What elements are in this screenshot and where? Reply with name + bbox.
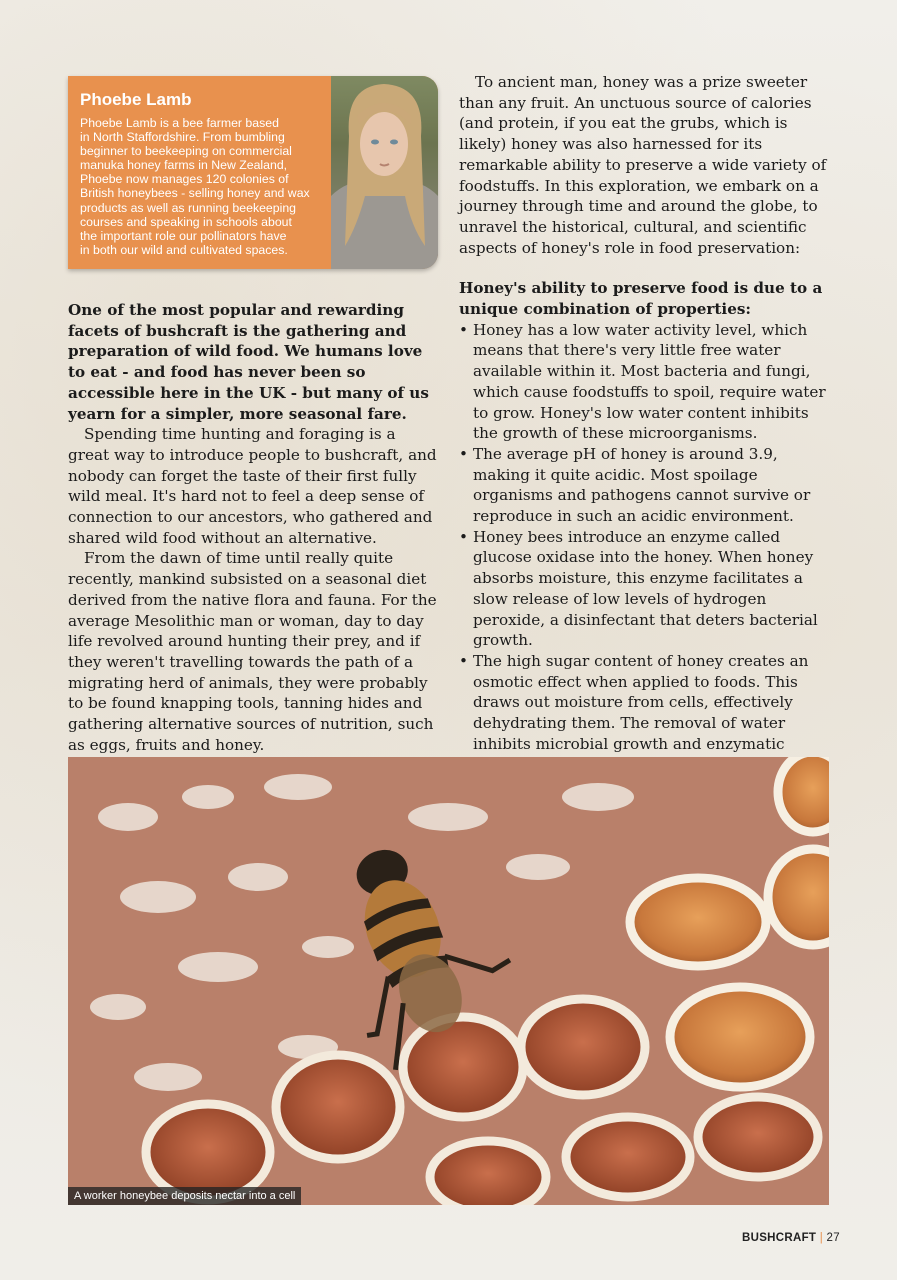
author-portrait	[331, 76, 438, 269]
author-bio	[80, 116, 332, 257]
lead-paragraph: One of the most popular and rewarding facets of bushcraft is the gathering and preparation of wild food. We humans love to eat - and food has never been so accessible here in the UK - but many of us yearn for a simpler, more seasonal fare.	[68, 301, 429, 423]
page-footer	[742, 1232, 840, 1244]
author-box	[68, 76, 438, 269]
author-portrait-illustration	[331, 76, 438, 269]
magazine-name: BUSHCRAFT	[742, 1232, 817, 1244]
author-bio-line: British honeybees - selling honey and wax	[80, 186, 310, 201]
author-bio-line: courses and speaking in schools about	[80, 214, 292, 229]
author-name: Phoebe Lamb	[80, 90, 192, 109]
list-item: • Honey bees introduce an enzyme called glucose oxidase into the honey. When honey absorbs moisture, this enzyme facilitates a slow release of low levels of hydrogen peroxide, a disinfectant that deters bacterial growth.	[459, 527, 831, 651]
body-paragraph: From the dawn of time until really quite recently, mankind subsisted on a seasonal diet derived from the native flora and fauna. For the average Mesolithic man or woman, day to day life revolved around hunting their prey, and if they weren't travelling towards the path of a migrating herd of animals, they were probably to be found knapping tools, tanning hides and gathering alternative sources of nutrition, such as eggs, fruits and honey.	[68, 549, 437, 754]
properties-list	[459, 320, 831, 775]
body-paragraph: Spending time hunting and foraging is a great way to introduce people to bushcraft, and nobody can forget the taste of their first fully wild meal. It's hard not to feel a deep sense of connection to our ancestors, who gathered and shared wild food without an alternative.	[68, 425, 437, 547]
author-bio-line: products as well as running beekeeping	[80, 200, 297, 215]
right-column	[459, 72, 831, 775]
list-item: • The high sugar content of honey creates an osmotic effect when applied to foods. This draws out moisture from cells, effectively dehydrating them. The removal of water inhibits microbial growth and enzymatic	[459, 651, 831, 775]
author-bio-line: the important role our pollinators have	[80, 228, 287, 243]
author-bio-line: in North Staffordshire. From bumbling	[80, 130, 285, 145]
footer-separator: |	[819, 1232, 824, 1244]
honeycomb-photo	[68, 757, 829, 1205]
author-bio-line: Phoebe Lamb is a bee farmer based	[80, 116, 279, 130]
honeycomb-bee-illustration	[68, 757, 829, 1205]
intro-paragraph: To ancient man, honey was a prize sweeter than any fruit. An unctuous source of calories (and protein, if you eat the grubs, which is likely) honey was also harnessed for its remarkable ability to preserve a wide variety of foodstuffs. In this exploration, we embark on a journey through time and around the globe, to unravel the historical, cultural, and scientific aspects of honey's role in food preservation:	[459, 73, 827, 257]
properties-subheading: Honey's ability to preserve food is due to a unique combination of properties:	[459, 279, 823, 319]
left-column	[68, 300, 438, 755]
author-text	[80, 90, 332, 257]
author-bio-line: manuka honey farms in New Zealand,	[80, 158, 288, 173]
page-number: 27	[826, 1232, 840, 1244]
author-bio-line: in both our wild and cultivated spaces.	[80, 242, 288, 257]
list-item: • Honey has a low water activity level, which means that there's very little free water available within it. Most bacteria and fungi, which cause foodstuffs to spoil, require water to grow. Honey's low water content inhibits the growth of these microorganisms.	[459, 320, 831, 444]
list-item: • The average pH of honey is around 3.9, making it quite acidic. Most spoilage organisms and pathogens cannot survive or reproduce in such an acidic environment.	[459, 444, 831, 527]
author-bio-line: Phoebe now manages 120 colonies of	[80, 172, 289, 187]
photo-caption: A worker honeybee deposits nectar into a cell	[68, 1187, 301, 1205]
author-bio-line: beginner to beekeeping on commercial	[80, 144, 292, 159]
